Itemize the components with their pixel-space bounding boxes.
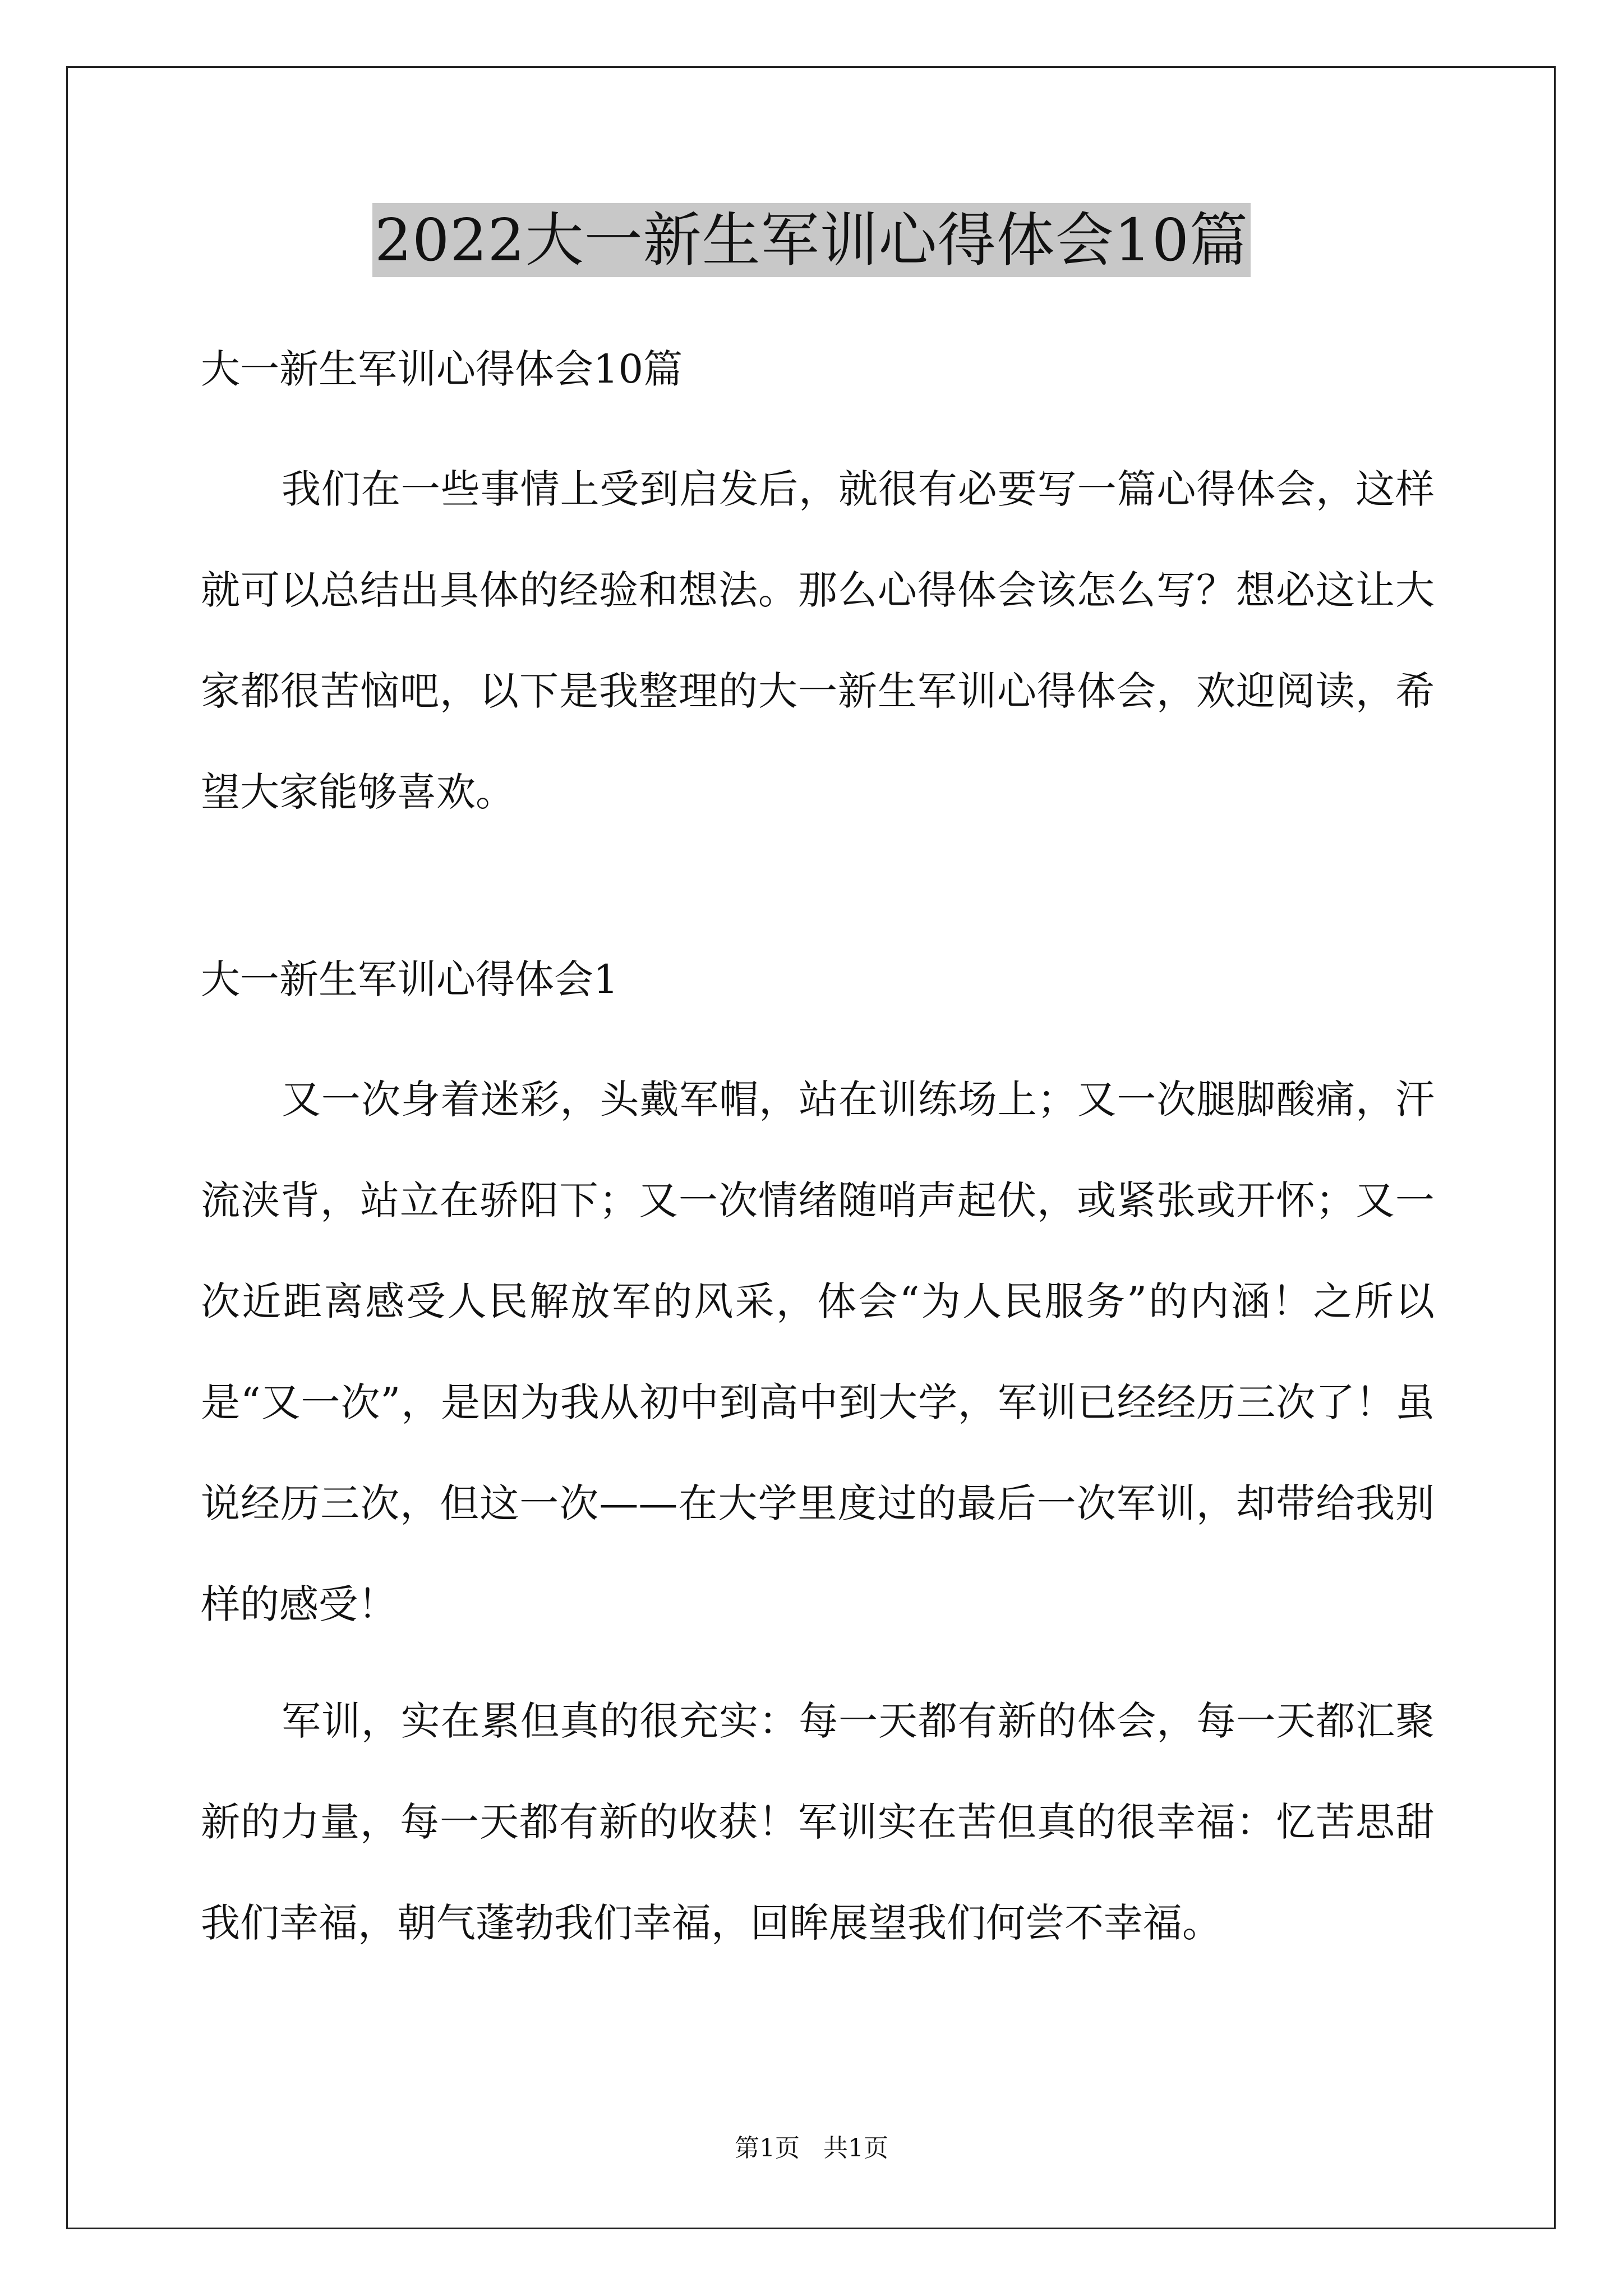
document-body xyxy=(201,342,1435,1973)
section-heading: 大一新生军训心得体会1 xyxy=(201,956,619,1002)
body-paragraph: 军训，实在累但真的很充实：每一天都有新的体会，每一天都汇聚新的力量，每一天都有新的收获！军训实在苦但真的很幸福：忆苦思甜我们幸福，朝气蓬勃我们幸福，回眸展望我们何尝不幸福。 xyxy=(201,1698,1435,1946)
body-paragraph: 又一次身着迷彩，头戴军帽，站在训练场上；又一次腿脚酸痛，汗流浃背，站立在骄阳下；又一次情绪随哨声起伏，或紧张或开怀；又一次近距离感受人民解放军的风采，体会“为人民服务”的内涵！之所以是“又一次”，是因为我从初中到高中到大学，军训已经经历三次了！虽说经历三次，但这一次——在大学里度过的最后一次军训，却带给我别样的感受！ xyxy=(201,1076,1435,1627)
page-number: 第1页 xyxy=(735,2134,800,2162)
section-spacer xyxy=(201,843,1435,953)
page-footer xyxy=(0,2132,1623,2165)
paragraph-spacer xyxy=(201,1655,1435,1671)
title-container xyxy=(0,203,1623,277)
document-title: 2022大一新生军训心得体会10篇 xyxy=(372,203,1251,277)
intro-paragraph: 我们在一些事情上受到启发后，就很有必要写一篇心得体会，这样就可以总结出具体的经验和想法。那么心得体会该怎么写？想必这让大家都很苦恼吧，以下是我整理的大一新生军训心得体会，欢迎阅读，希望大家能够喜欢。 xyxy=(201,466,1435,815)
page-total: 共1页 xyxy=(823,2134,888,2162)
document-subtitle: 大一新生军训心得体会10篇 xyxy=(201,346,683,392)
